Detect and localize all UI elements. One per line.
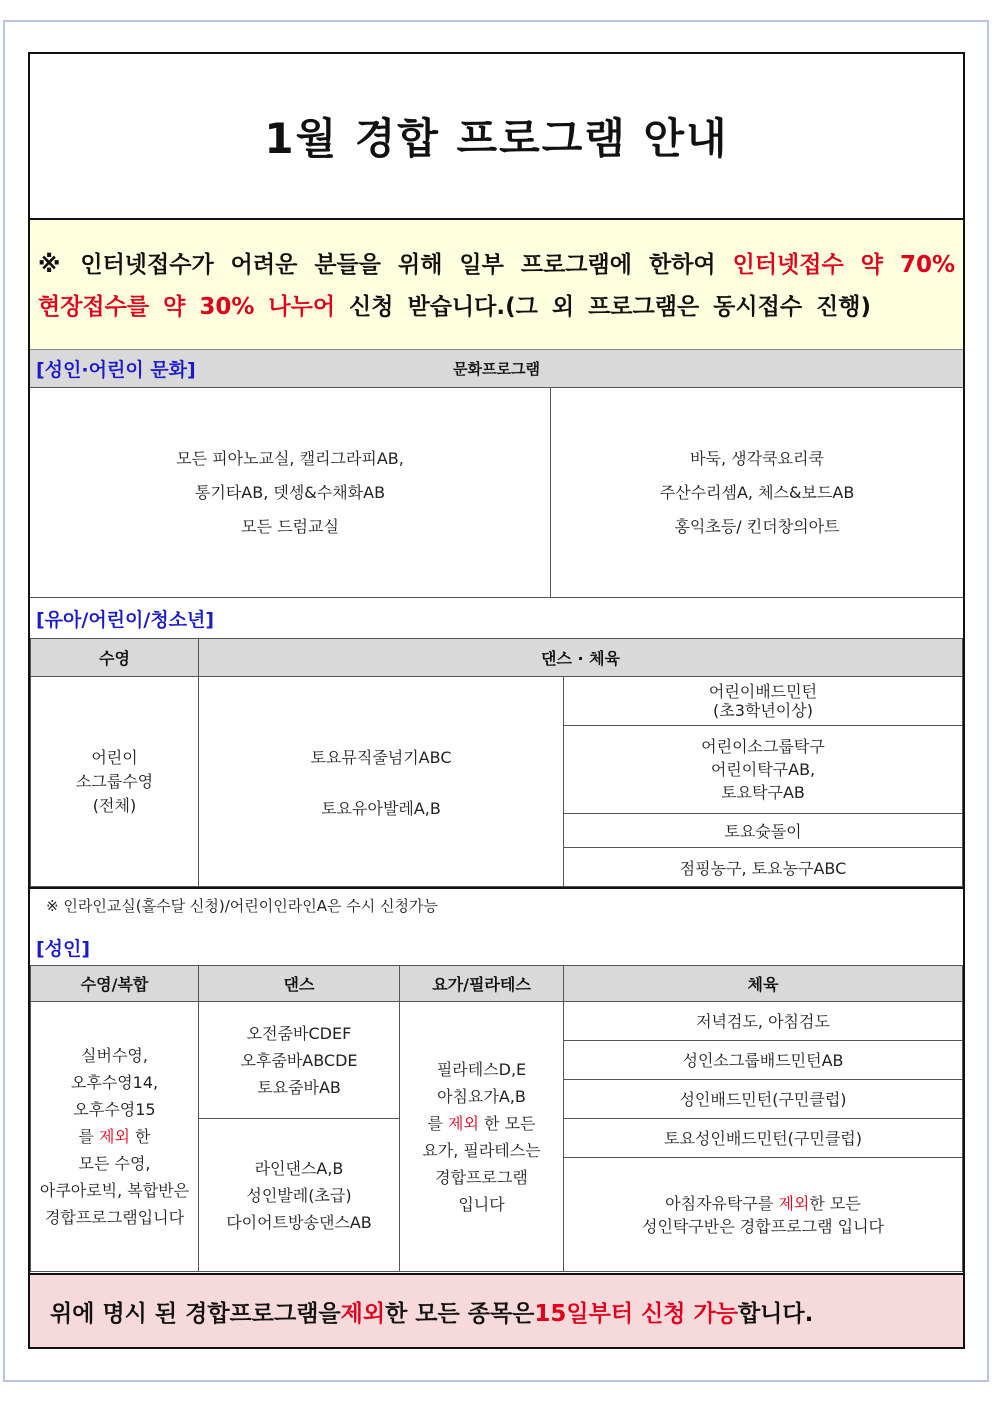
youth-swim-line: 어린이 <box>91 747 138 767</box>
adult-swim-exclude-word: 제외 <box>99 1127 130 1146</box>
adult-dance-line: 라인댄스A,B <box>254 1158 344 1178</box>
culture-left-cell <box>30 388 551 597</box>
adult-yoga-cell <box>400 1002 564 1272</box>
adult-swim-line: 경합프로그램입니다 <box>44 1208 185 1227</box>
footer-text-2: 한 모든 종목은 <box>385 1300 535 1327</box>
adult-swim-line: 실버수영, <box>81 1046 148 1065</box>
youth-swim-line: (전체) <box>92 795 137 815</box>
youth-sports-cell: 점핑농구, 토요농구ABC <box>564 848 963 887</box>
youth-sports-line: (초3학년이상) <box>713 701 813 720</box>
adult-swim-line: 모든 수영, <box>78 1154 151 1173</box>
culture-program-row <box>30 388 963 598</box>
youth-swim-line: 소그룹수영 <box>75 771 154 791</box>
adult-sports-cell: 성인배드민턴(구민클럽) <box>564 1080 963 1119</box>
culture-column-header: 문화프로그램 <box>453 360 540 378</box>
adult-yoga-exclude-pre: 를 <box>427 1113 449 1133</box>
adult-swim-exclude-pre: 를 <box>78 1127 100 1146</box>
footer-text-3: 합니다. <box>737 1300 814 1327</box>
adult-sports-cell: 토요성인배드민턴(구민클럽) <box>564 1119 963 1158</box>
footer-highlight: 15일부터 신청 가능 <box>534 1300 738 1327</box>
culture-right-cell <box>551 388 963 597</box>
culture-item: 주산수리셈A, 체스&보드AB <box>659 482 855 502</box>
footer-exclude-word: 제외 <box>340 1300 386 1327</box>
youth-sports-line: 어린이탁구AB, <box>710 760 816 779</box>
adult-dance-line: 오전줌바CDEF <box>246 1023 352 1043</box>
adult-header-sports: 체육 <box>564 966 963 1002</box>
adult-program-table <box>30 965 963 1272</box>
adult-dance-top-cell <box>199 1002 400 1119</box>
youth-sports-cell <box>564 677 963 726</box>
adult-yoga-exclude-word: 제외 <box>448 1113 479 1133</box>
adult-sports-exclude-post: 한 모든 <box>809 1193 861 1213</box>
youth-dance-cell <box>199 677 564 887</box>
youth-dance-line: 토요유아발레A,B <box>321 798 441 818</box>
adult-swim-line: 오후수영15 <box>73 1100 156 1119</box>
adult-yoga-line: 경합프로그램 <box>435 1167 528 1187</box>
notice-box <box>30 220 963 350</box>
adult-swim-line: 아쿠아로빅, 복합반은 <box>39 1181 190 1200</box>
adult-sports-exclude-line <box>564 1192 962 1215</box>
adult-header-swim: 수영/복합 <box>31 966 199 1002</box>
inline-class-note: ※ 인라인교실(홀수달 신청)/어린이인라인A은 수시 신청가능 <box>30 887 963 921</box>
adult-swim-exclude-line <box>31 1123 198 1150</box>
adult-dance-line: 오후줌바ABCDE <box>240 1050 358 1070</box>
adult-sports-exclude-word: 제외 <box>778 1193 810 1213</box>
adult-swim-exclude-post: 한 <box>129 1127 151 1146</box>
culture-item: 홍익초등/ 킨더창의아트 <box>674 516 840 536</box>
youth-header-swim: 수영 <box>31 639 199 677</box>
notice-highlight: 인터넷접수 약 70% 현장접수를 약 30% 나누어 <box>38 252 955 320</box>
page-title: 1월 경합 프로그램 안내 <box>264 114 729 163</box>
adult-yoga-line: 요가, 필라테스는 <box>422 1140 541 1160</box>
adult-yoga-line: 필라테스D,E <box>436 1059 527 1079</box>
adult-sports-line: 성인탁구반은 경합프로그램 입니다 <box>641 1216 884 1236</box>
culture-item: 통기타AB, 뎃셍&수채화AB <box>194 482 386 502</box>
notice-text-2: 신청 받습니다.(그 외 프로그램은 동시접수 진행) <box>335 294 871 320</box>
culture-section-header <box>30 350 963 388</box>
adult-header-yoga: 요가/필라테스 <box>400 966 564 1002</box>
youth-sports-line: 어린이소그룹탁구 <box>701 737 825 756</box>
adult-swim-cell <box>31 1002 199 1272</box>
adult-sports-last-cell <box>564 1158 963 1272</box>
adult-yoga-exclude-post: 한 모든 <box>478 1113 536 1133</box>
adult-sports-cell: 저녁검도, 아침검도 <box>564 1002 963 1041</box>
adult-yoga-line: 입니다 <box>458 1194 505 1214</box>
youth-dance-line: 토요뮤직줄넘기ABC <box>310 747 452 767</box>
adult-yoga-line: 아침요가A,B <box>437 1086 526 1106</box>
adult-section-label: [성인] <box>36 938 91 960</box>
youth-program-table <box>30 638 963 887</box>
document-page <box>28 52 965 1349</box>
notice-text-1: ※ 인터넷접수가 어려운 분들을 위해 일부 프로그램에 한하여 <box>38 252 733 278</box>
culture-item: 바둑, 생각쿡요리쿡 <box>690 448 824 468</box>
culture-item: 모든 드럼교실 <box>241 516 339 536</box>
adult-dance-bottom-cell <box>199 1119 400 1272</box>
culture-section-label: [성인·어린이 문화] <box>36 359 196 381</box>
youth-sports-line: 어린이배드민턴 <box>708 682 818 701</box>
adult-sports-exclude-pre: 아침자유탁구를 <box>665 1193 779 1213</box>
youth-swim-cell <box>31 677 199 887</box>
youth-sports-cell <box>564 726 963 814</box>
youth-sports-cell: 토요슛돌이 <box>564 814 963 848</box>
youth-sports-line: 토요탁구AB <box>721 783 805 802</box>
adult-sports-cell: 성인소그룹배드민턴AB <box>564 1041 963 1080</box>
title-box <box>30 54 963 220</box>
youth-section-label: [유아/어린이/청소년] <box>36 609 215 631</box>
culture-item: 모든 피아노교실, 캘리그라피AB, <box>176 448 404 468</box>
adult-yoga-exclude-line <box>400 1110 563 1137</box>
footer-text-1: 위에 명시 된 경합프로그램을 <box>50 1300 341 1327</box>
adult-header-dance: 댄스 <box>199 966 400 1002</box>
adult-swim-line: 오후수영14, <box>70 1073 159 1092</box>
adult-dance-line: 성인발레(초급) <box>246 1185 352 1205</box>
adult-dance-line: 토요줌바AB <box>257 1077 341 1097</box>
youth-header-dance-sports: 댄스 · 체육 <box>199 639 963 677</box>
adult-dance-line: 다이어트방송댄스AB <box>226 1212 372 1232</box>
footer-notice <box>30 1273 963 1347</box>
